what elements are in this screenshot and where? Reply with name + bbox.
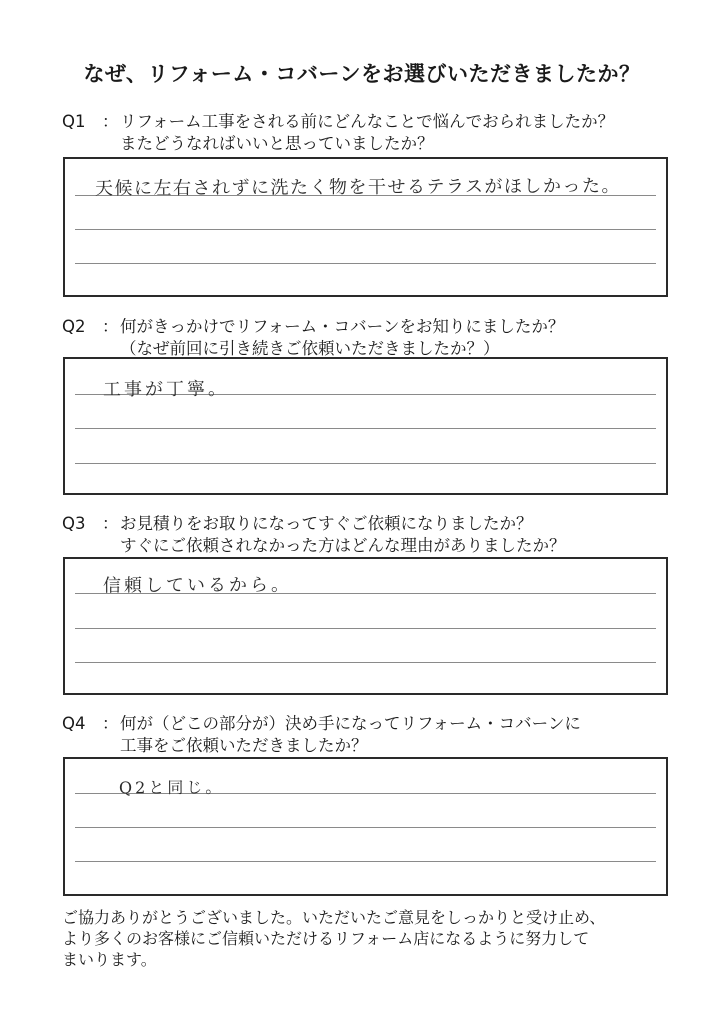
closing-message [62, 907, 605, 970]
question-text: （なぜ前回に引き続きご依頼いただきましたか？） [120, 339, 500, 358]
question-number: Q3 [62, 514, 86, 533]
question-number: Q2 [62, 317, 86, 336]
answer-box-1 [63, 157, 668, 297]
closing-line: より多くのお客様にご信頼いただけるリフォーム店になるように努力して [62, 929, 590, 948]
ruled-line [75, 628, 656, 629]
ruled-line [75, 861, 656, 862]
ruled-line [75, 662, 656, 663]
question-text: 工事をご依頼いただきましたか？ [120, 736, 368, 755]
ruled-line [75, 428, 656, 429]
question-text: 何が（どこの部分が）決め手になってリフォーム・コバーンに [120, 714, 581, 733]
question-number: Q1 [62, 112, 86, 131]
handwritten-answer: 信頼しているから。 [102, 574, 293, 597]
ruled-line [75, 263, 656, 264]
question-1: Q1 ：リフォーム工事をされる前にどんなことで悩んでおられましたか？ またどうなればいいと思っていましたか？ [62, 112, 615, 153]
question-4: Q4 ：何が（どこの部分が）決め手になってリフォーム・コバーンに 工事をご依頼いただきましたか？ [62, 714, 581, 755]
answer-box-2 [63, 357, 668, 495]
question-text: またどうなればいいと思っていましたか？ [120, 134, 434, 153]
ruled-line [75, 229, 656, 230]
question-3: Q3 ：お見積りをお取りになってすぐご依頼になりましたか？ すぐにご依頼されなかった方はどんな理由がありましたか？ [62, 514, 566, 555]
question-text: すぐにご依頼されなかった方はどんな理由がありましたか？ [120, 536, 566, 555]
answer-box-4 [63, 757, 668, 896]
ruled-line [75, 827, 656, 828]
page-title: なぜ、リフォーム・コバーンをお選びいただきましたか？ [83, 62, 641, 86]
handwritten-answer: Q2と同じ。 [118, 777, 225, 798]
question-number: Q4 [62, 714, 86, 733]
closing-line: まいります。 [62, 950, 157, 969]
handwritten-answer: 工事が丁寧。 [102, 378, 230, 401]
question-text: リフォーム工事をされる前にどんなことで悩んでおられましたか？ [120, 112, 615, 131]
question-text: お見積りをお取りになってすぐご依頼になりましたか？ [120, 514, 533, 533]
question-text: 何がきっかけでリフォーム・コバーンをお知りにましたか？ [120, 317, 565, 336]
ruled-line [75, 463, 656, 464]
handwritten-answer: 天候に左右されずに洗たく物を干せるテラスがほしかった。 [94, 175, 622, 200]
question-2: Q2 ：何がきっかけでリフォーム・コバーンをお知りにましたか？ （なぜ前回に引き続きご依頼いただきましたか？） [62, 317, 565, 358]
answer-box-3 [63, 557, 668, 695]
closing-line: ご協力ありがとうございました。いただいたご意見をしっかりと受け止め、 [62, 908, 606, 927]
